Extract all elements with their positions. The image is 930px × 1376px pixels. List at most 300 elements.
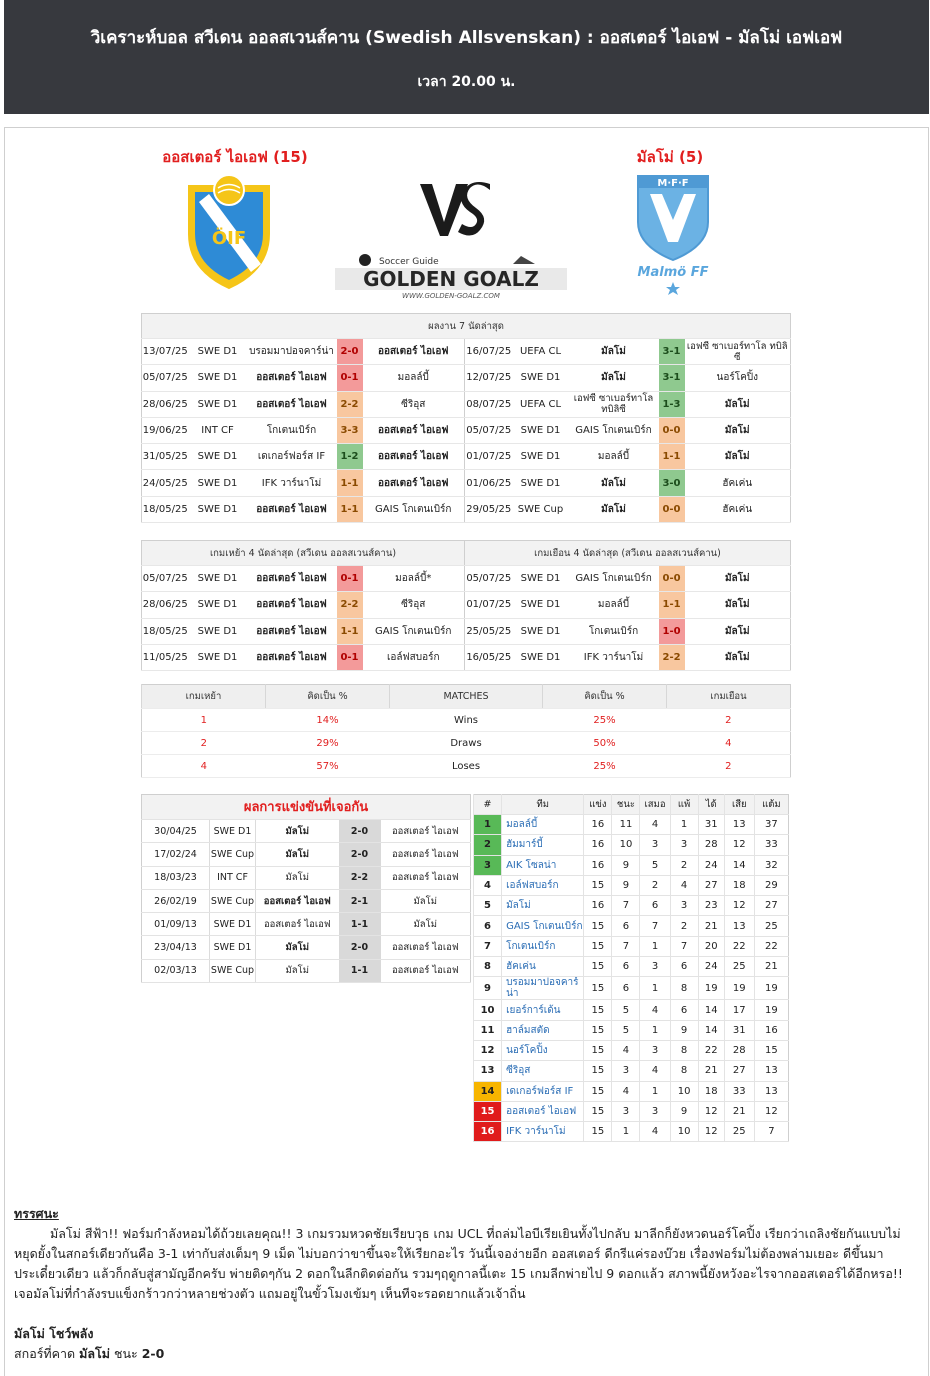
league-row <box>474 875 789 895</box>
league-p: 15 <box>584 1000 612 1020</box>
away-count: 2 <box>667 755 791 778</box>
home-count: 4 <box>142 755 266 778</box>
match-competition: SWE D1 <box>513 566 569 592</box>
league-p: 16 <box>584 896 612 916</box>
match-away-team: ออสเตอร์ ไอเอฟ <box>381 936 471 959</box>
match-competition: SWE D1 <box>513 365 569 391</box>
league-p: 15 <box>584 1020 612 1040</box>
league-pts: 33 <box>754 835 788 855</box>
league-w: 9 <box>612 875 640 895</box>
league-position: 13 <box>474 1061 502 1081</box>
recent-form-row <box>142 417 791 443</box>
match-date: 30/04/25 <box>142 820 210 843</box>
match-competition: SWE D1 <box>189 566 247 592</box>
league-d: 2 <box>640 875 670 895</box>
league-p: 15 <box>584 875 612 895</box>
league-p: 15 <box>584 1061 612 1081</box>
league-ga: 18 <box>724 875 754 895</box>
league-position: 1 <box>474 815 502 835</box>
match-date: 05/07/25 <box>465 566 513 592</box>
league-l: 6 <box>670 1000 698 1020</box>
match-home-team: เอฟซี ซาเบอร์ทาโล ทบิลิซี <box>569 391 659 417</box>
league-d: 3 <box>640 1040 670 1060</box>
league-team: AIK โซลน่า <box>502 855 584 875</box>
match-date: 26/02/19 <box>142 889 210 912</box>
match-away-team: เอล์ฟสบอร์ก <box>363 644 465 670</box>
conclusion-section <box>14 1324 164 1364</box>
league-l: 6 <box>670 957 698 977</box>
predicted-score-label: สกอร์ที่คาด <box>14 1346 76 1361</box>
league-team: นอร์โคปิ้ง <box>502 1040 584 1060</box>
league-d: 1 <box>640 936 670 956</box>
recent-form-table <box>141 313 791 523</box>
league-p: 15 <box>584 1081 612 1101</box>
match-away-team: ออสเตอร์ ไอเอฟ <box>381 866 471 889</box>
league-l: 9 <box>670 1101 698 1121</box>
match-competition: SWE D1 <box>513 592 569 618</box>
match-score: 0-1 <box>337 365 363 391</box>
match-away-team: มัลโม่ <box>685 644 791 670</box>
match-date: 01/07/25 <box>465 444 513 470</box>
match-date: 29/05/25 <box>465 496 513 522</box>
match-home-team: GAIS โกเตนเบิร์ก <box>569 566 659 592</box>
league-row <box>474 855 789 875</box>
league-team: ฮัมมาร์บี้ <box>502 835 584 855</box>
league-position: 15 <box>474 1101 502 1121</box>
match-away-team: มัลโม่ <box>685 417 791 443</box>
match-home-team: มัลโม่ <box>256 866 339 889</box>
match-date: 18/03/23 <box>142 866 210 889</box>
league-gf: 12 <box>698 1122 724 1142</box>
match-away-team: ออสเตอร์ ไอเอฟ <box>363 470 465 496</box>
head-to-head-row <box>142 959 471 982</box>
match-date: 16/07/25 <box>465 339 513 365</box>
match-away-team: มัลโม่ <box>381 913 471 936</box>
league-w: 7 <box>612 896 640 916</box>
league-position: 11 <box>474 1020 502 1040</box>
league-team: เยอร์การ์เด้น <box>502 1000 584 1020</box>
league-ga: 12 <box>724 896 754 916</box>
league-d: 4 <box>640 1061 670 1081</box>
league-row <box>474 1000 789 1020</box>
home-away-row <box>142 592 791 618</box>
match-date: 24/05/25 <box>142 470 189 496</box>
match-competition: SWE D1 <box>189 592 247 618</box>
league-ga: 25 <box>724 957 754 977</box>
league-pts: 21 <box>754 957 788 977</box>
stats-header: เกมเยือน <box>667 685 791 709</box>
match-date: 16/05/25 <box>465 644 513 670</box>
match-competition: SWE D1 <box>513 644 569 670</box>
league-row <box>474 916 789 936</box>
league-ga: 19 <box>724 977 754 1000</box>
match-date: 05/07/25 <box>142 365 189 391</box>
recent-form-caption: ผลงาน 7 นัดล่าสุด <box>142 314 791 339</box>
head-to-head-table <box>141 794 471 983</box>
match-score: 1-3 <box>659 391 685 417</box>
match-score: 0-1 <box>337 644 363 670</box>
match-away-team: มัลโม่ <box>685 391 791 417</box>
match-date: 01/09/13 <box>142 913 210 936</box>
match-competition: SWE D1 <box>189 618 247 644</box>
match-competition: INT CF <box>189 417 247 443</box>
match-home-team: ออสเตอร์ ไอเอฟ <box>247 391 337 417</box>
match-score: 1-1 <box>659 444 685 470</box>
league-row <box>474 1061 789 1081</box>
league-d: 1 <box>640 1081 670 1101</box>
home-percent: 29% <box>266 732 390 755</box>
league-position: 4 <box>474 875 502 895</box>
match-score: 2-0 <box>337 339 363 365</box>
league-gf: 22 <box>698 1040 724 1060</box>
league-l: 4 <box>670 875 698 895</box>
league-row <box>474 1101 789 1121</box>
league-gf: 14 <box>698 1000 724 1020</box>
league-w: 4 <box>612 1040 640 1060</box>
match-competition: SWE D1 <box>210 913 256 936</box>
league-position: 2 <box>474 835 502 855</box>
league-ga: 13 <box>724 916 754 936</box>
home-away-row <box>142 566 791 592</box>
match-home-team: มอลล์บี้ <box>569 592 659 618</box>
match-score: 1-1 <box>337 470 363 496</box>
league-team: IFK วาร์นาโม่ <box>502 1122 584 1142</box>
analysis-section <box>14 1204 916 1304</box>
match-away-team: มัลโม่ <box>685 592 791 618</box>
away-team-name: มัลโม่ (5) <box>636 148 704 166</box>
league-team: ออสเตอร์ ไอเอฟ <box>502 1101 584 1121</box>
match-score: 3-1 <box>659 365 685 391</box>
league-pts: 19 <box>754 1000 788 1020</box>
league-position: 7 <box>474 936 502 956</box>
league-d: 6 <box>640 896 670 916</box>
match-score: 0-0 <box>659 566 685 592</box>
league-pts: 16 <box>754 1020 788 1040</box>
league-d: 4 <box>640 1122 670 1142</box>
match-date: 13/07/25 <box>142 339 189 365</box>
league-d: 3 <box>640 1101 670 1121</box>
match-home-team: ออสเตอร์ ไอเอฟ <box>256 913 339 936</box>
match-home-team: มัลโม่ <box>256 959 339 982</box>
match-date: 17/02/24 <box>142 843 210 866</box>
match-competition: SWE Cup <box>210 889 256 912</box>
league-position: 9 <box>474 977 502 1000</box>
match-date: 12/07/25 <box>465 365 513 391</box>
recent-form-row <box>142 365 791 391</box>
match-date: 01/06/25 <box>465 470 513 496</box>
match-home-team: มัลโม่ <box>569 339 659 365</box>
league-p: 15 <box>584 916 612 936</box>
league-w: 6 <box>612 957 640 977</box>
match-home-team: ออสเตอร์ ไอเอฟ <box>247 496 337 522</box>
match-score: 1-1 <box>337 496 363 522</box>
match-home-team: โกเตนเบิร์ก <box>569 618 659 644</box>
match-score: 3-3 <box>337 417 363 443</box>
league-header: ชนะ <box>612 795 640 815</box>
match-home-team: มัลโม่ <box>256 843 339 866</box>
league-gf: 24 <box>698 855 724 875</box>
predicted-score-line <box>14 1344 164 1364</box>
league-d: 7 <box>640 916 670 936</box>
league-gf: 31 <box>698 815 724 835</box>
match-competition: SWE D1 <box>513 618 569 644</box>
league-p: 15 <box>584 977 612 1000</box>
match-away-team: ฮัคเค่น <box>685 496 791 522</box>
away-logo-text: M·F·F <box>657 178 689 189</box>
match-away-team: มัลโม่ <box>685 566 791 592</box>
match-away-team: ออสเตอร์ ไอเอฟ <box>363 417 465 443</box>
stats-header: เกมเหย้า <box>142 685 266 709</box>
league-position: 5 <box>474 896 502 916</box>
match-score: 2-0 <box>339 843 381 866</box>
league-pts: 13 <box>754 1081 788 1101</box>
league-pts: 29 <box>754 875 788 895</box>
league-w: 11 <box>612 815 640 835</box>
league-l: 2 <box>670 855 698 875</box>
league-l: 9 <box>670 1020 698 1040</box>
match-score: 2-1 <box>339 889 381 912</box>
league-gf: 28 <box>698 835 724 855</box>
match-date: 31/05/25 <box>142 444 189 470</box>
match-home-team: มัลโม่ <box>256 820 339 843</box>
match-away-team: ซีริอุส <box>363 391 465 417</box>
stats-row <box>142 709 791 732</box>
head-to-head-title: ผลการแข่งขันที่เจอกัน <box>142 795 471 820</box>
match-competition: SWE D1 <box>210 820 256 843</box>
league-pts: 12 <box>754 1101 788 1121</box>
match-score: 1-1 <box>659 592 685 618</box>
league-pts: 25 <box>754 916 788 936</box>
recent-form-row <box>142 391 791 417</box>
match-score: 1-1 <box>337 618 363 644</box>
league-d: 3 <box>640 957 670 977</box>
golden-goalz-logo <box>335 252 567 300</box>
league-gf: 14 <box>698 1020 724 1040</box>
league-team: มัลโม่ <box>502 896 584 916</box>
league-ga: 25 <box>724 1122 754 1142</box>
league-header: แต้ม <box>754 795 788 815</box>
league-position: 6 <box>474 916 502 936</box>
match-score: 0-0 <box>659 496 685 522</box>
match-score: 2-2 <box>659 644 685 670</box>
predicted-result: ชนะ <box>114 1346 138 1361</box>
match-date: 28/06/25 <box>142 592 189 618</box>
league-team: GAIS โกเตนเบิร์ก <box>502 916 584 936</box>
match-score: 1-2 <box>337 444 363 470</box>
match-home-team: โกเตนเบิร์ก <box>247 417 337 443</box>
match-competition: SWE D1 <box>189 470 247 496</box>
league-position: 3 <box>474 855 502 875</box>
league-gf: 20 <box>698 936 724 956</box>
match-score: 3-1 <box>659 339 685 365</box>
league-w: 9 <box>612 855 640 875</box>
league-w: 6 <box>612 916 640 936</box>
league-gf: 24 <box>698 957 724 977</box>
match-score: 0-0 <box>659 417 685 443</box>
stats-row <box>142 755 791 778</box>
head-to-head-row <box>142 936 471 959</box>
league-p: 15 <box>584 957 612 977</box>
home-away-table <box>141 540 791 671</box>
league-ga: 28 <box>724 1040 754 1060</box>
league-team: เดเกอร์ฟอร์ส IF <box>502 1081 584 1101</box>
match-home-team: มอลล์บี้ <box>569 444 659 470</box>
league-ga: 31 <box>724 1020 754 1040</box>
league-pts: 32 <box>754 855 788 875</box>
match-away-team: ออสเตอร์ ไอเอฟ <box>381 959 471 982</box>
match-home-team: ออสเตอร์ ไอเอฟ <box>247 618 337 644</box>
league-team: ซีริอุส <box>502 1061 584 1081</box>
league-pts: 27 <box>754 896 788 916</box>
league-gf: 19 <box>698 977 724 1000</box>
match-away-team: มัลโม่ <box>685 444 791 470</box>
league-gf: 18 <box>698 1081 724 1101</box>
league-position: 10 <box>474 1000 502 1020</box>
match-home-team: IFK วาร์นาโม่ <box>247 470 337 496</box>
league-pts: 15 <box>754 1040 788 1060</box>
league-w: 4 <box>612 1081 640 1101</box>
match-score: 2-0 <box>339 820 381 843</box>
league-team: มอลล์บี้ <box>502 815 584 835</box>
match-date: 01/07/25 <box>465 592 513 618</box>
match-date: 19/06/25 <box>142 417 189 443</box>
league-gf: 23 <box>698 896 724 916</box>
away-logo-subtext: Malmö FF <box>637 265 709 280</box>
match-away-team: มัลโม่ <box>381 889 471 912</box>
league-position: 12 <box>474 1040 502 1060</box>
home-away-row <box>142 618 791 644</box>
recent-form-row <box>142 496 791 522</box>
league-p: 15 <box>584 1040 612 1060</box>
match-home-team: มัลโม่ <box>256 936 339 959</box>
home-team-name: ออสเตอร์ ไอเอฟ (15) <box>162 148 308 166</box>
home-team-logo <box>185 172 273 292</box>
match-away-team: นอร์โคปิ้ง <box>685 365 791 391</box>
match-home-team: ออสเตอร์ ไอเอฟ <box>256 889 339 912</box>
match-away-team: ออสเตอร์ ไอเอฟ <box>381 820 471 843</box>
match-home-team: บรอมมาปอจคาร์น่า <box>247 339 337 365</box>
league-position: 14 <box>474 1081 502 1101</box>
match-date: 18/05/25 <box>142 496 189 522</box>
predicted-score: 2-0 <box>141 1346 165 1361</box>
match-home-team: ออสเตอร์ ไอเอฟ <box>247 365 337 391</box>
match-home-team: IFK วาร์นาโม่ <box>569 644 659 670</box>
match-away-team: ฮัคเค่น <box>685 470 791 496</box>
league-l: 10 <box>670 1122 698 1142</box>
league-header: เสีย <box>724 795 754 815</box>
match-away-team: ซีริอุส <box>363 592 465 618</box>
match-competition: SWE Cup <box>210 843 256 866</box>
match-away-team: มอลล์บี้* <box>363 566 465 592</box>
league-w: 5 <box>612 1020 640 1040</box>
home-percent: 57% <box>266 755 390 778</box>
league-pts: 19 <box>754 977 788 1000</box>
stat-label: Loses <box>390 755 543 778</box>
stats-header: คิดเป็น % <box>266 685 390 709</box>
league-ga: 22 <box>724 936 754 956</box>
league-l: 2 <box>670 916 698 936</box>
match-score: 2-2 <box>339 866 381 889</box>
match-score: 3-0 <box>659 470 685 496</box>
away-count: 4 <box>667 732 791 755</box>
league-ga: 33 <box>724 1081 754 1101</box>
league-ga: 17 <box>724 1000 754 1020</box>
match-date: 05/07/25 <box>465 417 513 443</box>
league-table <box>473 794 789 1142</box>
league-row <box>474 896 789 916</box>
stats-header: MATCHES <box>390 685 543 709</box>
league-w: 3 <box>612 1101 640 1121</box>
stat-label: Wins <box>390 709 543 732</box>
league-ga: 21 <box>724 1101 754 1121</box>
match-away-team: ออสเตอร์ ไอเอฟ <box>363 339 465 365</box>
match-home-team: GAIS โกเตนเบิร์ก <box>569 417 659 443</box>
league-team: เอล์ฟสบอร์ก <box>502 875 584 895</box>
league-p: 15 <box>584 1101 612 1121</box>
league-position: 16 <box>474 1122 502 1142</box>
league-row <box>474 1020 789 1040</box>
match-score: 2-2 <box>337 592 363 618</box>
league-w: 5 <box>612 1000 640 1020</box>
match-away-team: มอลล์บี้ <box>363 365 465 391</box>
league-d: 5 <box>640 855 670 875</box>
league-header: เสมอ <box>640 795 670 815</box>
head-to-head-row <box>142 913 471 936</box>
league-w: 7 <box>612 936 640 956</box>
league-gf: 21 <box>698 1061 724 1081</box>
match-competition: SWE D1 <box>189 444 247 470</box>
league-p: 16 <box>584 855 612 875</box>
league-l: 8 <box>670 1061 698 1081</box>
match-competition: SWE D1 <box>189 391 247 417</box>
away-games-caption: เกมเยือน 4 นัดล่าสุด (สวีเดน ออลสเวนส์คาน) <box>465 541 791 566</box>
home-logo-text: ÖIF <box>211 228 247 249</box>
match-date: 23/04/13 <box>142 936 210 959</box>
match-competition: SWE D1 <box>189 339 247 365</box>
match-score: 1-0 <box>659 618 685 644</box>
match-home-team: ออสเตอร์ ไอเอฟ <box>247 566 337 592</box>
league-team: โกเตนเบิร์ก <box>502 936 584 956</box>
brand-url: WWW.GOLDEN-GOALZ.COM <box>402 292 500 300</box>
match-competition: SWE D1 <box>189 644 247 670</box>
match-score: 0-1 <box>337 566 363 592</box>
league-w: 1 <box>612 1122 640 1142</box>
match-score: 1-1 <box>339 959 381 982</box>
match-away-team: ออสเตอร์ ไอเอฟ <box>381 843 471 866</box>
recent-form-row <box>142 444 791 470</box>
league-p: 16 <box>584 835 612 855</box>
league-team: บรอมมาปอจคาร์น่า <box>502 977 584 1000</box>
brand-tagline: Soccer Guide <box>379 257 439 267</box>
home-games-caption: เกมเหย้า 4 นัดล่าสุด (สวีเดน ออลสเวนส์คาน) <box>142 541 465 566</box>
league-row <box>474 977 789 1000</box>
league-d: 3 <box>640 835 670 855</box>
league-row <box>474 1040 789 1060</box>
league-team: ฮัคเค่น <box>502 957 584 977</box>
league-p: 16 <box>584 815 612 835</box>
league-l: 7 <box>670 936 698 956</box>
league-l: 1 <box>670 815 698 835</box>
home-away-row <box>142 644 791 670</box>
league-pts: 22 <box>754 936 788 956</box>
conclusion-headline: มัลโม่ โชว์พลัง <box>14 1326 94 1341</box>
league-header: แพ้ <box>670 795 698 815</box>
predicted-winner: มัลโม่ <box>79 1346 111 1361</box>
kickoff-time: เวลา 20.00 น. <box>417 74 516 90</box>
match-date: 02/03/13 <box>142 959 210 982</box>
league-team: ฮาล์มสตัด <box>502 1020 584 1040</box>
match-date: 11/05/25 <box>142 644 189 670</box>
